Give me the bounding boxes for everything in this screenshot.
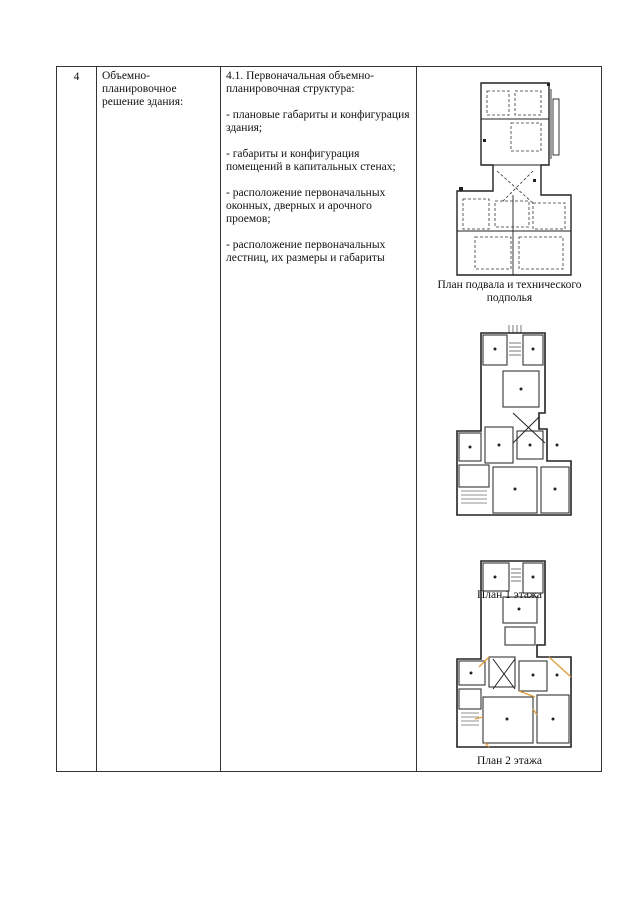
plan-caption-line: План 2 этажа — [476, 755, 543, 767]
row-name-line: решение здания: — [102, 96, 184, 108]
description-item: - габариты и конфигурация помещений в капитальных стенах; — [226, 148, 396, 173]
description-item: - расположение первоначальных оконных, дверных и арочного проемов; — [226, 187, 386, 225]
description-item: - плановые габариты и конфигурация здания; — [226, 109, 410, 134]
row-name — [97, 67, 221, 772]
plan-caption-line: План 1 этажа — [476, 589, 543, 601]
row-name-line: планировочное — [102, 83, 177, 95]
table-row — [57, 67, 602, 772]
row-number — [57, 67, 97, 772]
basement-plan-drawing — [453, 79, 573, 277]
row-name-line: Объемно- — [102, 70, 150, 82]
description-heading: 4.1. Первоначальная объемно-планировочная структура: — [226, 70, 374, 95]
first-floor-plan-drawing — [453, 321, 573, 517]
plan-caption-line: План подвала и технического — [437, 279, 582, 291]
second-floor-plan-drawing — [453, 549, 573, 749]
row-images — [417, 67, 602, 772]
plan-caption — [417, 279, 602, 305]
description-item: - расположение первоначальных лестниц, их размеры и габариты — [226, 239, 386, 264]
row-description — [221, 67, 417, 772]
row-number-text: 4 — [73, 71, 80, 83]
plan-caption — [417, 755, 602, 768]
plan-caption-line: подполья — [486, 292, 533, 304]
protection-subject-table — [56, 66, 602, 772]
